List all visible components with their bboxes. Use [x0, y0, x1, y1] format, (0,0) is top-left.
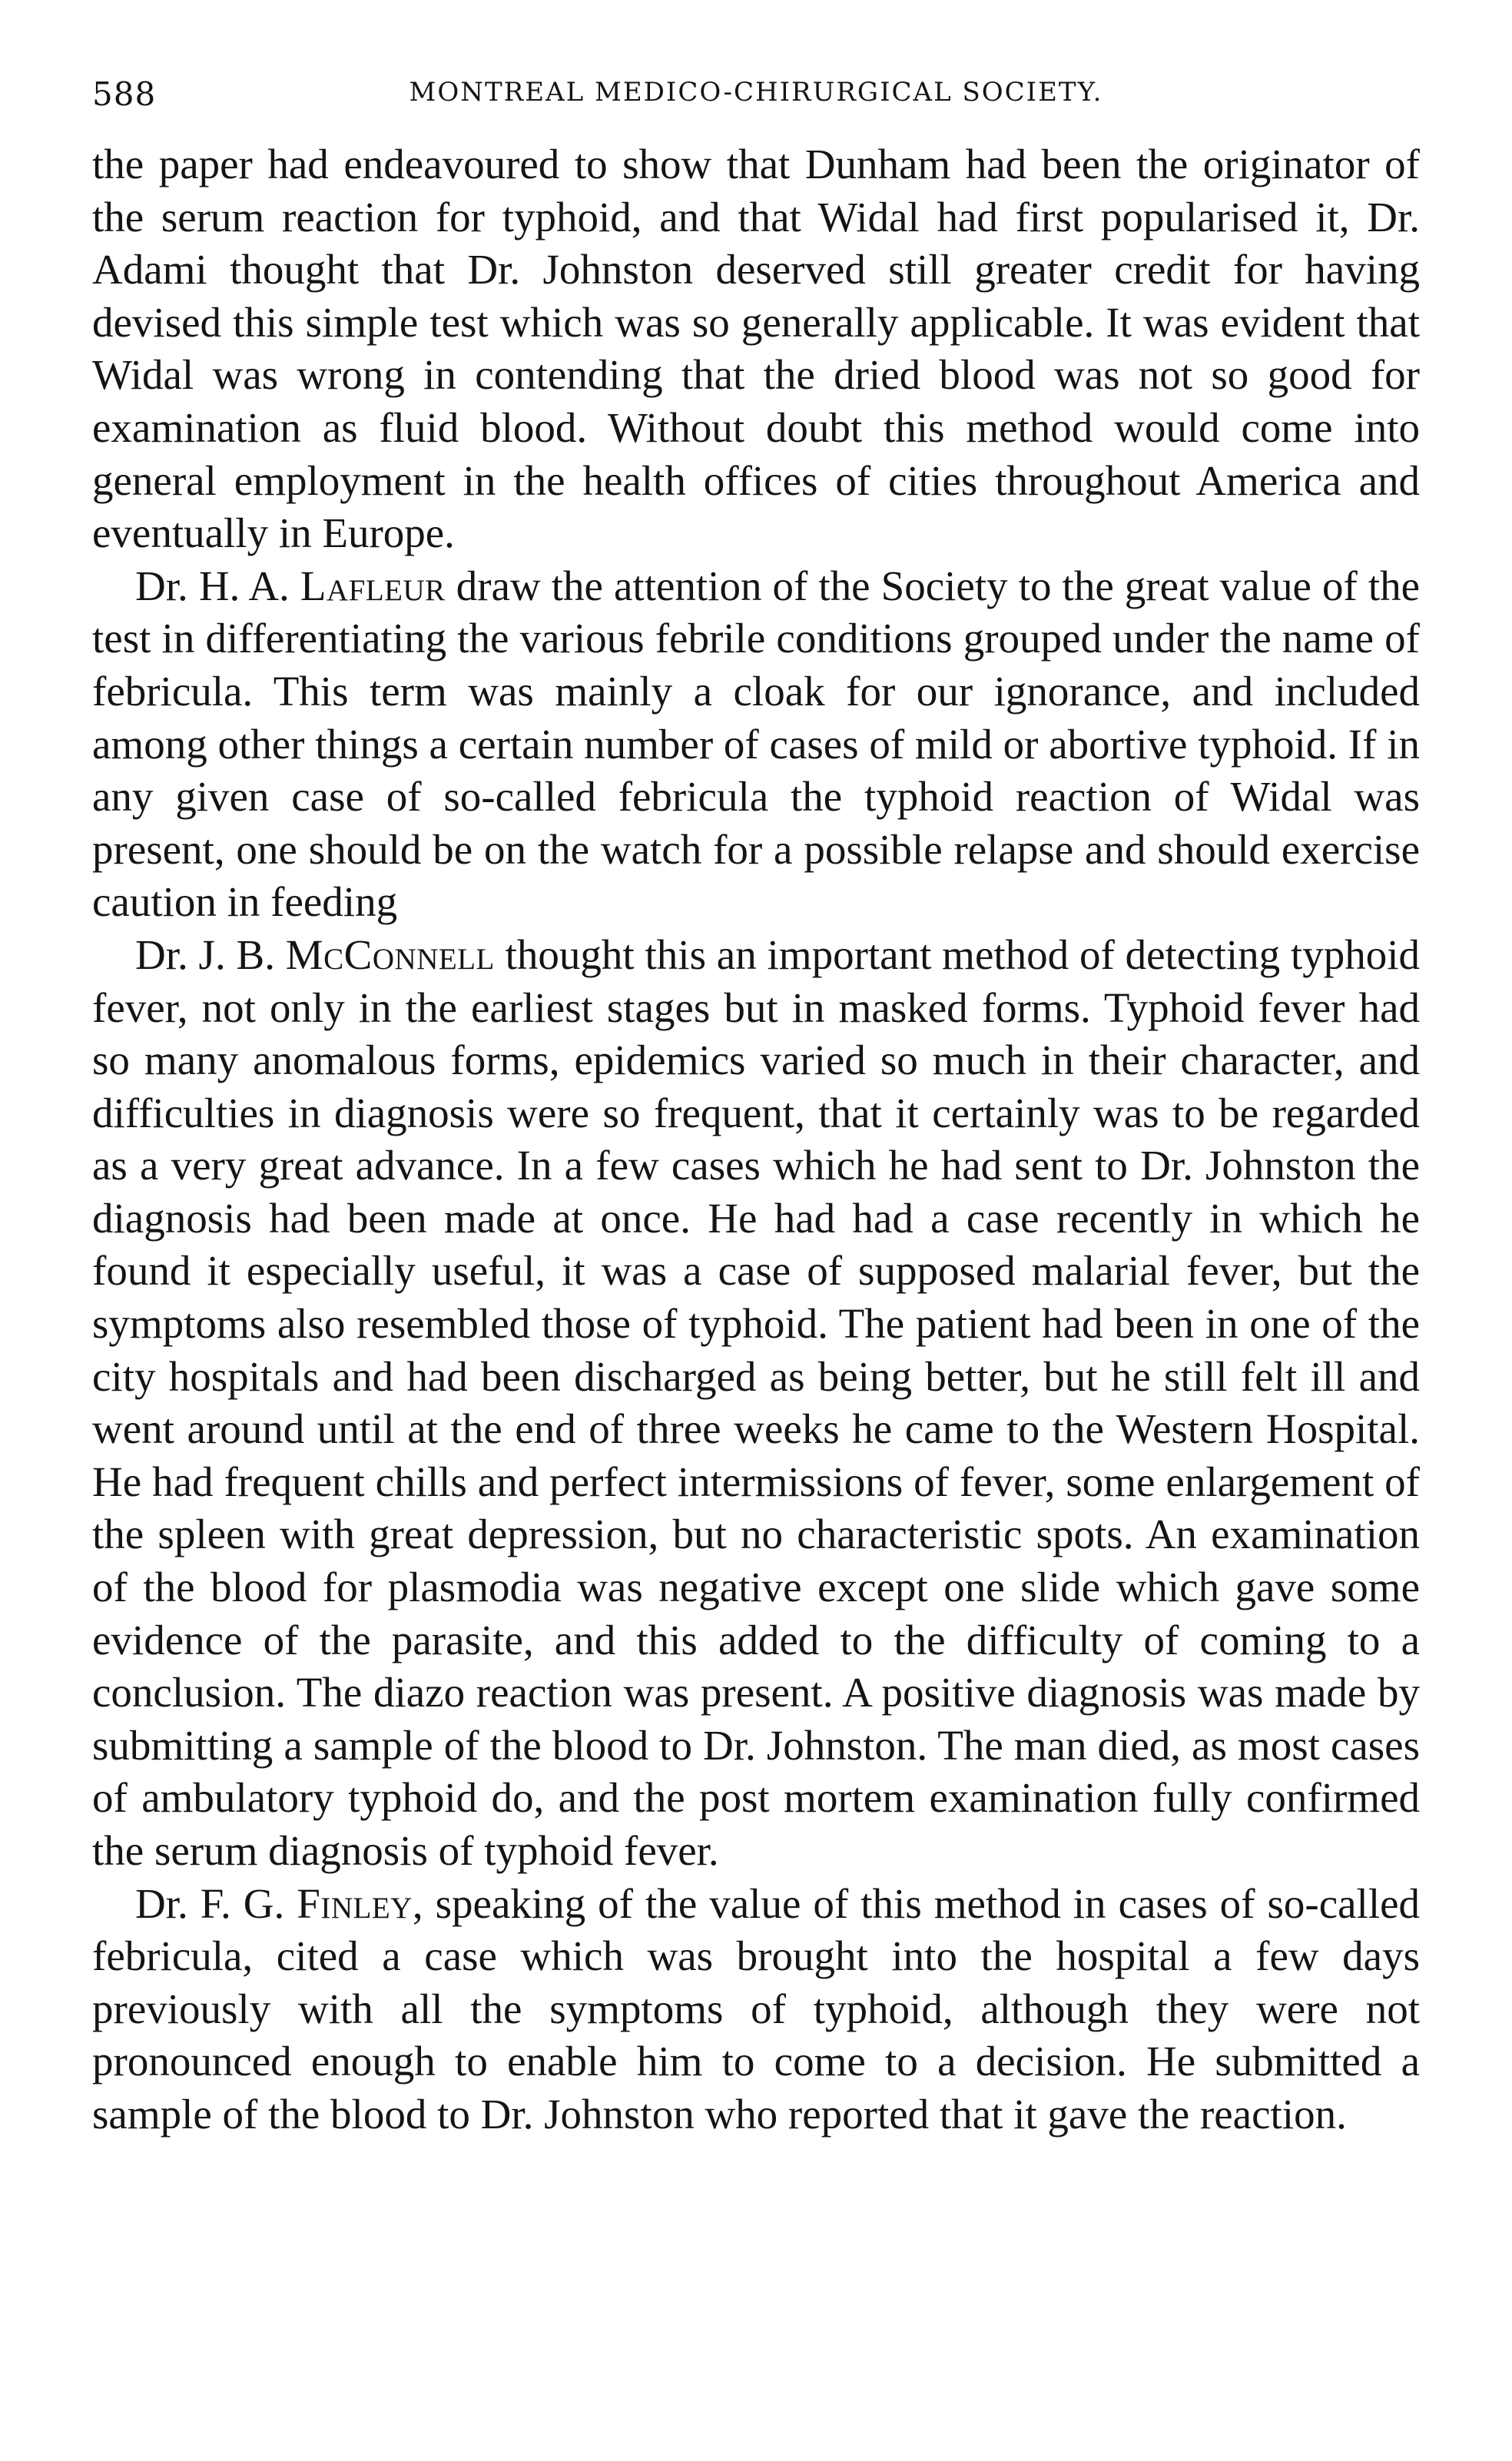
speaker-name: McConnell [285, 930, 495, 978]
speaker-comma: , [412, 1879, 423, 1927]
page-header [92, 68, 1420, 129]
paragraph-continuation [92, 138, 1420, 560]
paragraph-mcconnell [92, 929, 1420, 1878]
speaker-title: Dr. F. G. [135, 1879, 285, 1927]
paragraph-text: thought this an important method of detecting typhoid fever, not only in the earliest stages but in masked forms. Typhoid fever had so many anomalous forms, epidemics varied so much in their character, and difficulties in diagnosis were so frequent, that it certainly was to be regarded as a very great advance. In a few cases which he had sent to Dr. Johnston the diagnosis had been made at once. He had had a case recently in which he found it especially useful, it was a case of supposed malarial fever, but the symptoms also resembled those of typhoid. The patient had been in one of the city hospitals and had been discharged as being better, but he still felt ill and went around until at the end of three weeks he came to the Western Hospital. He had frequent chills and perfect intermissions of fever, some enlargement of the spleen with great depression, but no characteristic spots. An examination of the blood for plasmodia was negative except one slide which gave some evidence of the parasite, and this added to the difficulty of coming to a conclusion. The diazo reaction was present. A positive diagnosis was made by submitting a sample of the blood to Dr. Johnston. The man died, as most cases of ambulatory typhoid do, and the post mortem examination fully confirmed the serum diagnosis of typhoid fever. [92, 930, 1421, 1874]
running-title: MONTREAL MEDICO-CHIRURGICAL SOCIETY. [409, 77, 1103, 108]
paragraph-finley [92, 1878, 1420, 2141]
speaker-title: Dr. H. A. [135, 562, 290, 609]
paragraph-text: speaking of the value of this method in cases of so-called febricula, cited a case which was brought into the hospital a few days previously with all the symptoms of typhoid, although they were not pronounced enough to enable him to come to a decision. He submitted a sample of the blood to Dr. Johnston who reported that it gave the reaction. [92, 1879, 1421, 2138]
paragraph-text: the paper had endeavoured to show that Dunham had been the originator of the serum reaction for typhoid, and that Widal had first popularised it, Dr. Adami thought that Dr. Johnston deserved still greater credit for having devised this simple test which was so generally applicable. It was evident that Widal was wrong in contending that the dried blood was not so good for examination as fluid blood. Without doubt this method would come into general employment in the health offices of cities throughout America and eventually in Europe. [92, 141, 1420, 557]
speaker-name: Finley [297, 1879, 413, 1927]
body-text [92, 138, 1420, 2141]
speaker-title: Dr. J. B. [135, 930, 275, 978]
book-page [92, 68, 1420, 2141]
speaker-name: Lafleur [300, 562, 446, 609]
paragraph-text: draw the attention of the Society to the great value of the test in differentiating the various febrile conditions grouped under the name of febricula. This term was mainly a cloak for our ignorance, and included among other things a certain number of cases of mild or abortive typhoid. If in any given case of so-called febricula the typhoid reaction of Widal was present, one should be on the watch for a possible relapse and should exercise caution in feeding [92, 562, 1421, 926]
paragraph-lafleur [92, 560, 1420, 929]
page-number: 588 [92, 75, 157, 113]
